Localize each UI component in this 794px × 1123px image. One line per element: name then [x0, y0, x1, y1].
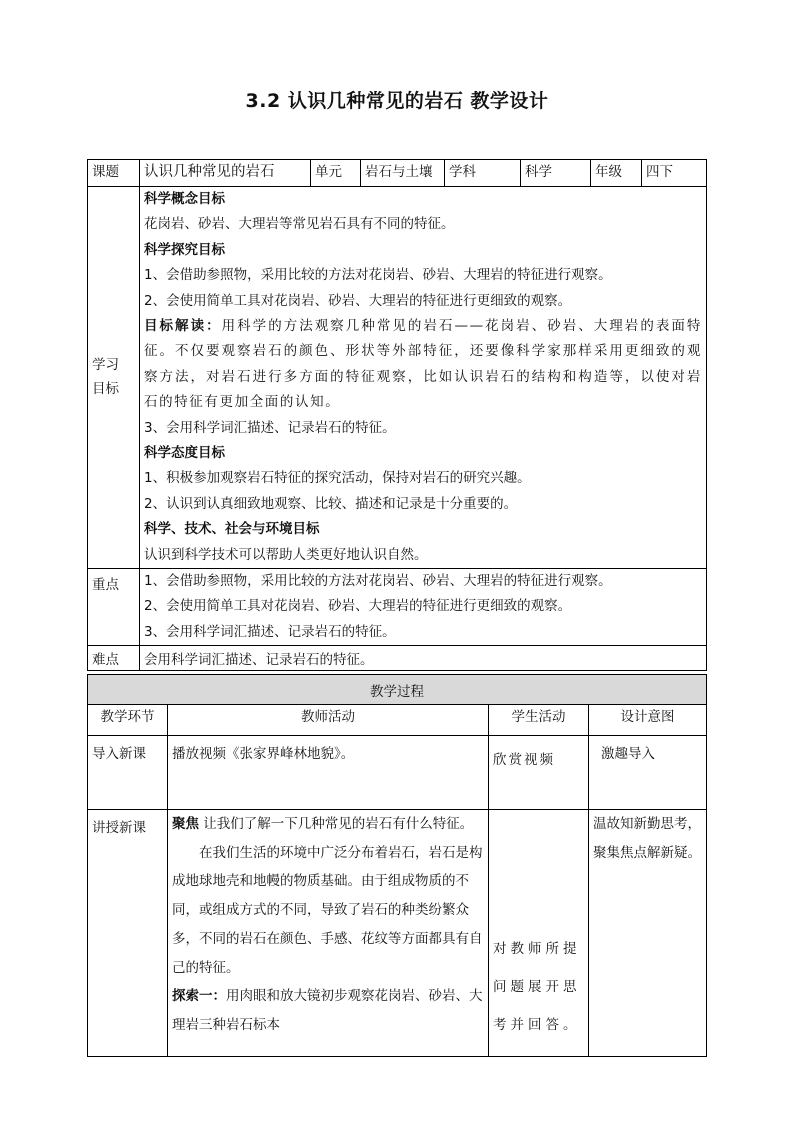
- column-header-teacher: 教师活动: [168, 705, 489, 736]
- lesson-plan-table: [87, 159, 707, 671]
- lecture-intent: 温故知新勤思考，聚集焦点解新疑。: [589, 810, 707, 1057]
- difficulty-content: 会用科学词汇描述、记录岩石的特征。: [140, 646, 707, 671]
- objective-heading-attitude: 科学态度目标: [144, 444, 225, 461]
- intro-intent: 激趣导入: [589, 736, 707, 810]
- difficulty-label: 难点: [88, 646, 140, 671]
- objective-line: 认识到科学技术可以帮助人类更好地认识自然。: [144, 546, 428, 563]
- interpretation-text: 用科学的方法观察几种常见的岩石——花岗岩、砂岩、大理岩的表面特征。不仅要观察岩石的颜色、形状等外部特征，还要像科学家那样采用更细致的观察方法，对岩石进行多方面的特征观察，比如认识岩石的结构和构造等，以使对岩石的特征有更加全面的认知。: [144, 317, 702, 411]
- subject-value: 科学: [521, 160, 591, 187]
- intro-teacher: 播放视频《张家界峰林地貌》。: [168, 736, 489, 810]
- process-table: [87, 674, 707, 1057]
- key-point-line: 2、会使用简单工具对花岗岩、砂岩、大理岩的特征进行更细致的观察。: [144, 598, 572, 615]
- lecture-row: [88, 810, 707, 1057]
- lecture-stage: 讲授新课: [88, 810, 168, 1057]
- header-row: [88, 160, 707, 187]
- unit-label: 单元: [311, 160, 361, 187]
- interpretation-label: 目标解读：: [144, 317, 222, 334]
- objective-line: 2、认识到认真细致地观察、比较、描述和记录是十分重要的。: [144, 495, 518, 512]
- objective-heading-stse: 科学、技术、社会与环境目标: [144, 521, 320, 538]
- difficulty-row: [88, 646, 707, 671]
- explore-line: [172, 982, 484, 1039]
- objective-line: 花岗岩、砂岩、大理岩等常见岩石具有不同的特征。: [144, 216, 455, 233]
- process-column-headers: [88, 705, 707, 736]
- key-points-label: 重点: [88, 568, 140, 645]
- objective-line: 2、会使用简单工具对花岗岩、砂岩、大理岩的特征进行更细致的观察。: [144, 292, 572, 309]
- column-header-intent: 设计意图: [589, 705, 707, 736]
- intro-stage: 导入新课: [88, 736, 168, 810]
- objectives-content: [140, 187, 707, 569]
- focus-line: [172, 810, 484, 839]
- grade-label: 年级: [591, 160, 642, 187]
- column-header-student: 学生活动: [489, 705, 589, 736]
- explore-text: 用肉眼和放大镜初步观察花岗岩、砂岩、大理岩三种岩石标本: [172, 988, 483, 1033]
- objective-line: 3、会用科学词汇描述、记录岩石的特征。: [144, 419, 396, 436]
- objective-interpretation: [144, 314, 702, 416]
- key-point-line: 3、会用科学词汇描述、记录岩石的特征。: [144, 623, 396, 640]
- process-section-title: 教学过程: [88, 675, 707, 705]
- intro-student: 欣赏视频: [489, 736, 589, 810]
- explore-label: 探索一：: [172, 988, 226, 1005]
- key-point-line: 1、会借助参照物，采用比较的方法对花岗岩、砂岩、大理岩的特征进行观察。: [144, 572, 612, 589]
- lesson-label: 课题: [88, 160, 140, 187]
- subject-label: 学科: [445, 160, 521, 187]
- lecture-student: 对教师所提问题展开思考并回答。: [489, 810, 589, 1057]
- objectives-row: [88, 187, 707, 569]
- objective-line: 1、会借助参照物，采用比较的方法对花岗岩、砂岩、大理岩的特征进行观察。: [144, 267, 612, 284]
- lecture-paragraph: 在我们生活的环境中广泛分布着岩石，岩石是构成地球地壳和地幔的物质基础。由于组成物质的不同，或组成方式的不同，导致了岩石的种类纷繁众多，不同的岩石在颜色、手感、花纹等方面都具有自己的特征。: [172, 844, 483, 976]
- key-points-content: [140, 568, 707, 645]
- lesson-value: 认识几种常见的岩石: [140, 160, 311, 187]
- objective-line: 1、积极参加观察岩石特征的探究活动，保持对岩石的研究兴趣。: [144, 470, 531, 487]
- column-header-stage: 教学环节: [88, 705, 168, 736]
- key-points-row: [88, 568, 707, 645]
- grade-value: 四下: [642, 160, 707, 187]
- objectives-label: 学习目标: [88, 187, 140, 569]
- intro-row: [88, 736, 707, 810]
- page-title: 3.2 认识几种常见的岩石 教学设计: [245, 90, 549, 112]
- unit-value: 岩石与土壤: [361, 160, 445, 187]
- lecture-teacher: [168, 810, 489, 1057]
- objective-heading-inquiry: 科学探究目标: [144, 241, 225, 258]
- objective-heading-concept: 科学概念目标: [144, 191, 225, 207]
- focus-text: 让我们了解一下几种常见的岩石有什么特征。: [203, 816, 474, 832]
- focus-label: 聚焦: [172, 816, 199, 832]
